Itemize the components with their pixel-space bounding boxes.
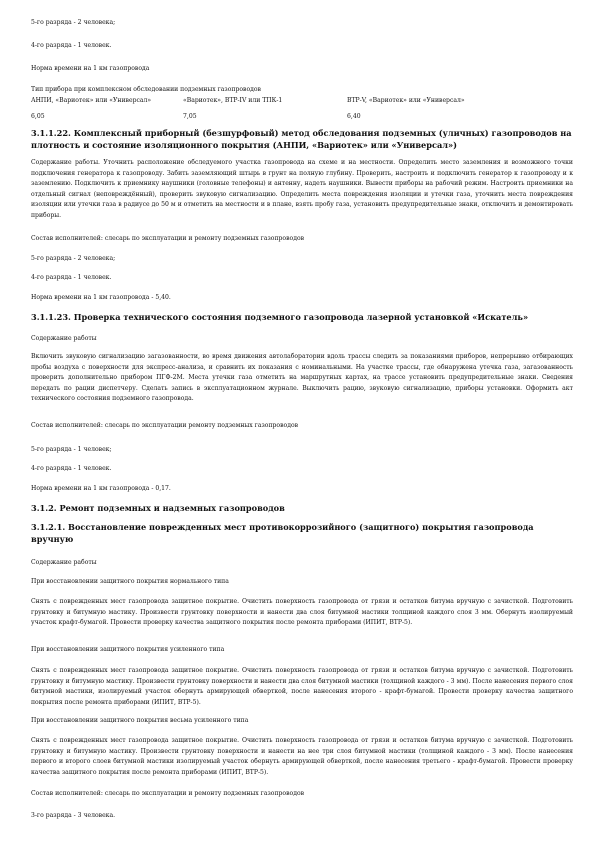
paragraph-22-content: Содержание работы. Уточнить расположение обследуемого участка газопровода на схеме и на местности. Определить место заземления и возможного точки подключения генератора к газопроводу. Забить заземляющий штырь в грунт на полную глубину. Проверить, настроить и подключить генератор к газопроводу и к заземлению. Подключить к приемнику наушники (головные телефоны) и антенну, надеть наушники. Вывести приборы на рабочий режим. Настроить приемники на отдельный сигнал (неповреждённый), проверить звуковую сигнализацию. Определить места повреждения изоляции и утечки газа, уточнить места повреждения изоляции или утечки газа в радиусе до 50 м и отметить на местности и в плане, взять пробу газа, установить предупредительные знаки, отключить и демонтировать приборы. <box>31 159 573 219</box>
crew-line-5: 5-го разряда - 1 человек; <box>31 446 112 453</box>
reinforced-coating-title: При восстановлении защитного покрытия усиленного типа <box>31 646 225 653</box>
section-heading-3-1-1-22: 3.1.1.22. Комплексный приборный (безшурфовый) метод обследования подземных (уличных) газопроводов на плотность и состояние изоляционного покрытия (АНПИ, «Вариотек» или «Универсал») <box>31 128 572 151</box>
text-line: 5-го разряда - 2 человека; <box>31 19 116 26</box>
instrument-table <box>31 85 573 122</box>
paragraph-22-crew: Состав исполнителей: слесарь по эксплуатации и ремонту подземных газопроводов <box>31 235 305 242</box>
time-norm-line: Норма времени на 1 км газопровода - 0,17. <box>31 485 171 492</box>
section-heading-3-1-2-1: 3.1.2.1. Восстановление поврежденных мест противокоррозийного (защитного) покрытия газопровода вручную <box>31 522 534 545</box>
table-header-row <box>31 96 573 106</box>
time-norm-line: Норма времени на 1 км газопровода - 5,40. <box>31 294 171 301</box>
table-cell: 7,05 <box>183 112 197 120</box>
crew-line-4: 4-го разряда - 1 человек. <box>31 465 112 472</box>
crew-line-5 <box>31 18 573 29</box>
very-reinforced-coating-title: При восстановлении защитного покрытия весьма усиленного типа <box>31 717 249 724</box>
table-value-row <box>31 112 573 122</box>
table-caption: Тип прибора при комплексном обследовании подземных газопроводов <box>31 86 261 93</box>
paragraph-23-crew: Состав исполнителей: слесарь по эксплуатации ремонту подземных газопроводов <box>31 422 299 429</box>
text-line: 4-го разряда - 1 человек. <box>31 42 112 49</box>
crew-line-3: 3-го разряда - 3 человека. <box>31 812 116 819</box>
crew-line-4: 4-го разряда - 1 человек. <box>31 274 112 281</box>
paragraph-23-label: Содержание работы <box>31 335 97 342</box>
section-heading-3-1-2: 3.1.2. Ремонт подземных и надземных газопроводов <box>31 503 285 513</box>
table-header-cell: АНПИ, «Вариотек» или «Универсал» <box>31 96 152 104</box>
reinforced-coating-body: Снять с поврежденных мест газопровода защитное покрытие. Очистить поверхность газопровода от грязи и остатков битума вручную с зачисткой. Подготовить грунтовку и битумную мастику. Произвести грунтовку поверхности и нанести два слоя битумной мастики (толщиной каждого - 3 мм). После нанесения первого слоя битумной мастики, изолируемый участок обернуть армирующей обверткой, после нанесения второго - крафт-бумагой. Провести проверку качества защитного покрытия после ремонта приборами (ИПИТ, ВТР-5). <box>31 667 573 706</box>
table-cell: 6,40 <box>347 112 361 120</box>
normal-coating-body: Снять с поврежденных мест газопровода защитное покрытие. Очистить поверхность газопровода от грязи и остатков битума вручную с зачисткой. Подготовить грунтовку и битумную мастику. Произвести грунтовку поверхности и нанести два слоя битумной мастики толщиной каждого слоя 3 мм. Обернуть изолируемый участок крафт-бумагой. Провести проверку качества защитного покрытия после ремонта приборами (ИПИТ, ВТР-5). <box>31 598 573 627</box>
paragraph-24-label: Содержание работы <box>31 559 97 566</box>
table-header-cell: ВТР-V, «Вариотек» или «Универсал» <box>347 96 465 104</box>
table-header-cell: «Вариотек», ВТР-IV или ТПК-1 <box>183 96 283 104</box>
section-heading-3-1-1-23: 3.1.1.23. Проверка технического состояния подземного газопровода лазерной установкой «Искатель» <box>31 312 529 322</box>
normal-coating-title: При восстановлении защитного покрытия нормального типа <box>31 578 229 585</box>
very-reinforced-coating-body: Снять с поврежденных мест газопровода защитное покрытие. Очистить поверхность газопровода от грязи и остатков битума вручную с зачисткой. Подготовить грунтовку и битумную мастику. Произвести грунтовку поверхности и нанести на нее три слоя битумной мастики (толщиной каждого - 3 мм). После нанесения первого и второго слоев битумной мастики изолируемый участок обернуть армирующей обверткой, после нанесения третьего - крафт-бумагой. Провести проверку качества защитного покрытия после ремонта приборами (ИПИТ, ВТР-5). <box>31 737 573 776</box>
crew-line-4 <box>31 41 573 52</box>
crew-line-5: 5-го разряда - 2 человека; <box>31 255 116 262</box>
table-cell: 6,05 <box>31 112 45 120</box>
paragraph-23-content: Включить звуковую сигнализацию загазованности, во время движения автолаборатории вдоль трассы следить за показаниями приборов, непрерывно отбирающих пробы воздуха с поверхности для экспресс-анализа, и сравнить их показания с номинальными. На участке трассы, где обнаружена утечка газа, загазованность проверить дополнительно прибором ПГФ-2М. Места утечки газа отметить на маршрутных картах, на трассе установить предупредительные знаки. Сведения передать по рации диспетчеру. Сделать запись в эксплуатационном журнале. Выключить рацию, звуковую сигнализацию, приборы установки. Оформить акт технического состояния подземного газопровода. <box>31 353 573 403</box>
text-line: Норма времени на 1 км газопровода <box>31 65 150 72</box>
time-norm-heading <box>31 64 573 75</box>
paragraph-24-crew: Состав исполнителей: слесарь по эксплуатации и ремонту подземных газопроводов <box>31 790 305 797</box>
